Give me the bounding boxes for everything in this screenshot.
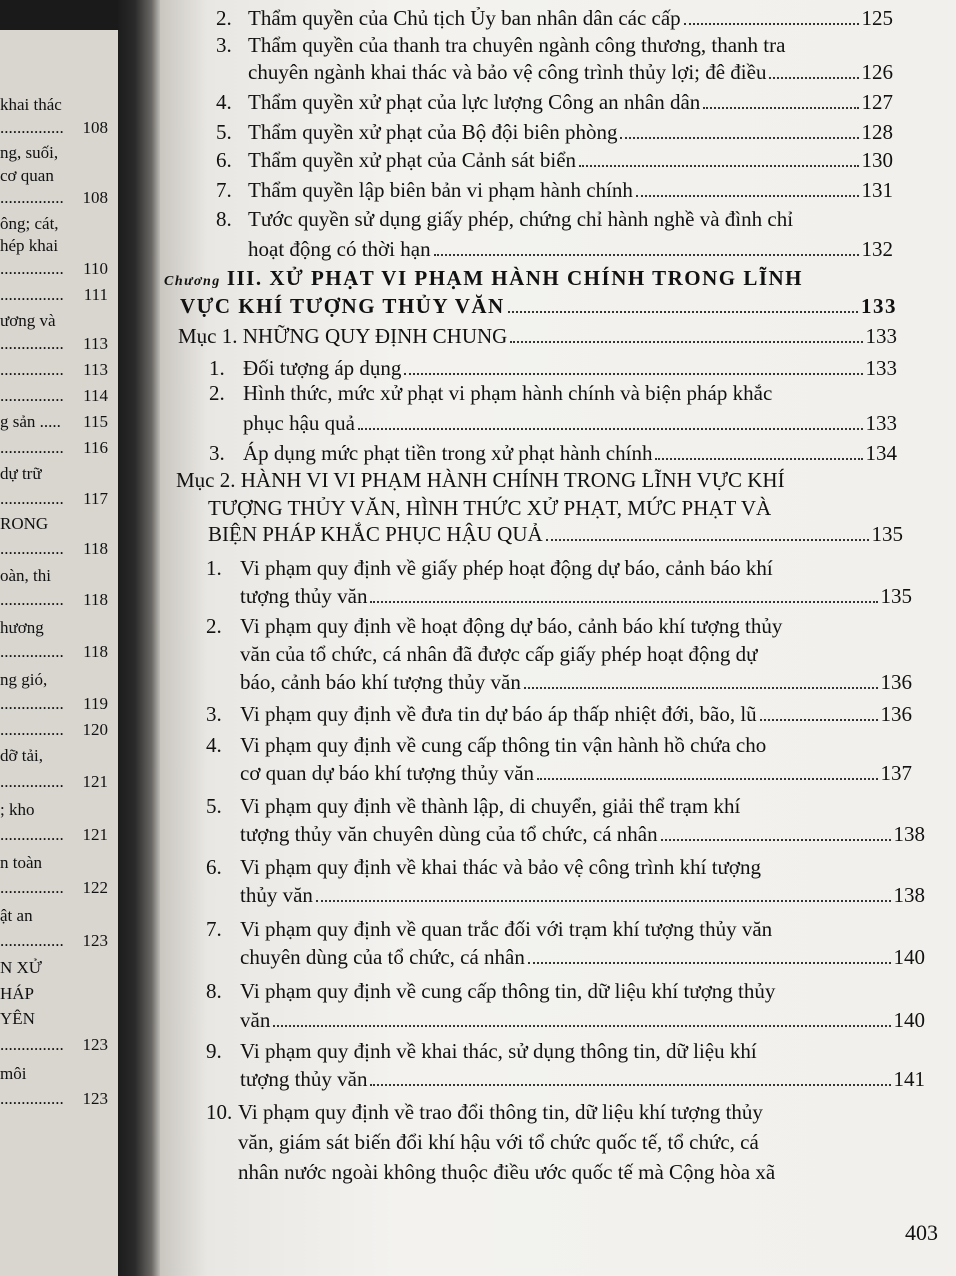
left-page-line	[0, 539, 112, 559]
left-page-line	[0, 143, 112, 163]
left-page-line	[0, 984, 112, 1004]
dot-leader	[769, 77, 858, 79]
left-page-text: ...............	[0, 720, 64, 739]
dot-leader	[703, 107, 858, 109]
toc-line	[216, 90, 893, 115]
left-page-line	[0, 259, 112, 279]
left-page-text: ...............	[0, 642, 64, 661]
left-page-line	[0, 1089, 112, 1109]
dot-leader	[537, 778, 877, 780]
toc-page-number: 131	[861, 178, 893, 202]
left-page-line	[0, 746, 112, 766]
left-page-line	[0, 772, 112, 792]
toc-line	[206, 702, 912, 727]
toc-item-title: phục hậu quả	[243, 411, 355, 435]
toc-item-number: 2.	[209, 381, 225, 405]
chapter-prefix: Chương	[164, 274, 221, 289]
toc-item-title: Vi phạm quy định về thành lập, di chuyển, giải thể trạm khí	[240, 794, 741, 818]
toc-line	[206, 670, 912, 695]
left-page-line	[0, 906, 112, 926]
left-page-text: ...............	[0, 590, 64, 609]
left-page-line	[0, 489, 112, 509]
left-page-number: 123	[82, 931, 108, 950]
dot-leader	[655, 458, 862, 460]
toc-item-title: Vi phạm quy định về giấy phép hoạt động dự báo, cảnh báo khí	[240, 556, 773, 580]
left-page-text: ...............	[0, 1089, 64, 1108]
toc-item-number: 4.	[206, 733, 222, 757]
left-page-line	[0, 670, 112, 690]
toc-item-title: hoạt động có thời hạn	[248, 237, 431, 261]
toc-item-number: 1.	[206, 556, 222, 580]
left-page-number: 123	[82, 1089, 108, 1108]
toc-page-number: 135	[871, 522, 903, 546]
left-page-line	[0, 360, 112, 380]
left-page-line	[0, 1064, 112, 1084]
toc-item-title: Vi phạm quy định về cung cấp thông tin vận hành hồ chứa cho	[240, 733, 767, 757]
left-page-line	[0, 514, 112, 534]
toc-line	[206, 917, 772, 941]
left-page-number: 123	[82, 1035, 108, 1054]
toc-item-title: thủy văn	[240, 883, 313, 907]
dot-leader	[528, 962, 891, 964]
left-page-line	[0, 958, 112, 978]
dot-leader	[370, 601, 877, 603]
toc-item-title: Vi phạm quy định về cung cấp thông tin, dữ liệu khí tượng thủy	[240, 979, 776, 1003]
toc-item-title: Vi phạm quy định về khai thác và bảo vệ công trình khí tượng	[240, 855, 762, 879]
section-title-text: Mục 2. HÀNH VI VI PHẠM HÀNH CHÍNH TRONG LĨNH VỰC KHÍ	[176, 468, 785, 492]
toc-line	[206, 584, 912, 609]
left-page-text: ...............	[0, 386, 64, 405]
chapter-title	[164, 266, 803, 294]
left-page-line	[0, 214, 112, 234]
dot-leader	[273, 1025, 890, 1027]
toc-item-number: 5.	[206, 794, 222, 818]
left-page-line	[0, 825, 112, 845]
toc-line	[216, 207, 793, 231]
left-page-number: 118	[83, 590, 108, 609]
toc-page-number: 133	[865, 411, 897, 435]
toc-item-title: báo, cảnh báo khí tượng thủy văn	[240, 670, 521, 694]
left-page-line	[0, 95, 112, 115]
toc-item-title: Hình thức, mức xử phạt vi phạm hành chính và biện pháp khắc	[243, 381, 773, 405]
left-page-line	[0, 412, 112, 432]
left-page-line	[0, 590, 112, 610]
toc-page-number: 125	[861, 6, 893, 30]
left-page-text: cơ quan	[0, 166, 54, 185]
toc-item-number: 5.	[216, 120, 232, 144]
toc-line	[216, 60, 893, 85]
chapter-title	[180, 294, 897, 319]
left-page-line	[0, 1009, 112, 1029]
toc-item-number: 7.	[216, 178, 232, 202]
dot-leader	[370, 1084, 890, 1086]
toc-item-number: 2.	[206, 614, 222, 638]
toc-page-number: 136	[880, 670, 912, 694]
left-page-text: HÁP	[0, 984, 35, 1003]
toc-page-number: 140	[893, 945, 925, 969]
toc-item-number: 2.	[216, 6, 232, 30]
toc-line	[216, 178, 893, 203]
dot-leader	[684, 23, 859, 25]
toc-item-title: tượng thủy văn	[240, 1067, 368, 1091]
left-page-line	[0, 285, 112, 305]
left-page-text: môi	[0, 1064, 27, 1083]
section-title-text: TƯỢNG THỦY VĂN, HÌNH THỨC XỬ PHẠT, MỨC PHẠT VÀ	[208, 496, 772, 520]
left-page-line	[0, 618, 112, 638]
chapter-title-text: III. XỬ PHẠT VI PHẠM HÀNH CHÍNH TRONG LĨNH	[226, 266, 803, 290]
toc-item-number: 7.	[206, 917, 222, 941]
toc-page-number: 133	[865, 356, 897, 380]
toc-line	[206, 1067, 925, 1092]
section-title	[176, 468, 785, 492]
left-page-text: ...............	[0, 334, 64, 353]
left-page-text: ng gió,	[0, 670, 48, 689]
left-page-text: YÊN	[0, 1009, 35, 1028]
left-page-text: ...............	[0, 878, 64, 897]
toc-line	[206, 855, 761, 879]
left-page-line	[0, 878, 112, 898]
toc-line	[216, 120, 893, 145]
left-page-number: 116	[83, 438, 108, 457]
toc-item-title: Đối tượng áp dụng	[243, 356, 402, 380]
left-page-number: 117	[83, 489, 108, 508]
left-page-text: ...............	[0, 772, 64, 791]
left-page-text: hép khai	[0, 236, 59, 255]
left-page-text: ...............	[0, 438, 64, 457]
dot-leader	[434, 254, 859, 256]
dot-leader	[636, 195, 859, 197]
toc-item-title: Thẩm quyền của Chủ tịch Ủy ban nhân dân các cấp	[248, 6, 681, 30]
toc-line	[206, 1039, 757, 1063]
toc-page-number: 126	[861, 60, 893, 84]
left-page	[0, 30, 118, 1276]
left-page-text: ...............	[0, 825, 64, 844]
left-page-number: 108	[82, 188, 108, 207]
left-page-text: ...............	[0, 188, 64, 207]
toc-item-title: Vi phạm quy định về quan trắc đối với trạm khí tượng thủy văn	[240, 917, 773, 941]
toc-line	[209, 411, 897, 436]
toc-item-title: Thẩm quyền lập biên bản vi phạm hành chính	[248, 178, 633, 202]
toc-page-number: 133	[865, 324, 897, 348]
dot-leader	[316, 900, 891, 902]
toc-page-number: 135	[880, 584, 912, 608]
toc-page-number: 133	[861, 294, 897, 318]
toc-item-title: tượng thủy văn	[240, 584, 368, 608]
left-page-number: 121	[82, 825, 108, 844]
toc-page-number: 127	[861, 90, 893, 114]
left-page-line	[0, 334, 112, 354]
dot-leader	[508, 311, 858, 313]
toc-item-number: 4.	[216, 90, 232, 114]
toc-line	[206, 794, 740, 818]
toc-item-title: Vi phạm quy định về trao đổi thông tin, dữ liệu khí tượng thủy	[238, 1100, 763, 1124]
left-page-line	[0, 118, 112, 138]
dot-leader	[546, 539, 869, 541]
left-page-number: 111	[83, 285, 108, 304]
left-page-line	[0, 386, 112, 406]
toc-item-number: 9.	[206, 1039, 222, 1063]
toc-item-title: Vi phạm quy định về đưa tin dự báo áp thấp nhiệt đới, bão, lũ	[240, 702, 757, 726]
left-page-line	[0, 166, 112, 186]
toc-item-title: văn của tổ chức, cá nhân đã được cấp giấy phép hoạt động dự	[240, 642, 758, 666]
left-page-text: ...............	[0, 931, 64, 950]
left-page-line	[0, 236, 112, 256]
left-page-text: khai thác	[0, 95, 62, 114]
left-page-text: RONG	[0, 514, 49, 533]
left-page-text: ật an	[0, 906, 33, 925]
section-title	[208, 496, 771, 520]
left-page-text: ...............	[0, 360, 64, 379]
left-page-line	[0, 464, 112, 484]
left-page-line	[0, 694, 112, 714]
toc-line	[216, 148, 893, 173]
left-page-line	[0, 1035, 112, 1055]
left-page-line	[0, 188, 112, 208]
toc-line	[206, 1160, 775, 1184]
left-page-number: 113	[83, 334, 108, 353]
toc-line	[216, 6, 893, 31]
toc-line	[206, 822, 925, 847]
left-page-number: 120	[82, 720, 108, 739]
toc-page-number: 140	[893, 1008, 925, 1032]
dot-leader	[524, 687, 878, 689]
left-page-line	[0, 566, 112, 586]
toc-item-number: 3.	[216, 33, 232, 57]
left-page-number: 113	[83, 360, 108, 379]
toc-item-title: Thẩm quyền của thanh tra chuyên ngành công thương, thanh tra	[248, 33, 786, 57]
toc-line	[206, 1100, 763, 1124]
toc-line	[206, 1130, 759, 1154]
left-page-number: 108	[82, 118, 108, 137]
left-page-text: N XỬ	[0, 958, 42, 977]
toc-line	[209, 441, 897, 466]
toc-line	[206, 733, 766, 757]
toc-line	[206, 642, 758, 666]
toc-item-title: Vi phạm quy định về khai thác, sử dụng thông tin, dữ liệu khí	[240, 1039, 757, 1063]
toc-item-title: Thẩm quyền xử phạt của lực lượng Công an nhân dân	[248, 90, 701, 114]
toc-item-number: 10.	[206, 1100, 233, 1124]
toc-page-number: 132	[861, 237, 893, 261]
toc-item-title: Vi phạm quy định về hoạt động dự báo, cảnh báo khí tượng thủy	[240, 614, 783, 638]
toc-item-number: 6.	[206, 855, 222, 879]
toc-item-title: cơ quan dự báo khí tượng thủy văn	[240, 761, 535, 785]
toc-line	[206, 1008, 925, 1033]
toc-item-title: tượng thủy văn chuyên dùng của tổ chức, cá nhân	[240, 822, 658, 846]
left-page-number: 118	[83, 539, 108, 558]
toc-page-number: 138	[893, 822, 925, 846]
left-page-text: ...............	[0, 539, 64, 558]
dot-leader	[760, 719, 878, 721]
section-title-text: Mục 1. NHỮNG QUY ĐỊNH CHUNG	[178, 324, 508, 348]
left-page-text: ...............	[0, 489, 64, 508]
left-page-number: 119	[83, 694, 108, 713]
left-page-line	[0, 642, 112, 662]
toc-page-number: 138	[893, 883, 925, 907]
dot-leader	[404, 373, 862, 375]
toc-line	[206, 945, 925, 970]
toc-line	[206, 979, 775, 1003]
dot-leader	[510, 341, 862, 343]
toc-page-number: 130	[861, 148, 893, 172]
toc-line	[206, 614, 782, 638]
dot-leader	[358, 428, 863, 430]
left-page-text: hương	[0, 618, 44, 637]
dot-leader	[579, 165, 858, 167]
left-page-line	[0, 931, 112, 951]
section-title	[178, 324, 897, 349]
left-page-line	[0, 853, 112, 873]
left-page-text: oàn, thi	[0, 566, 51, 585]
left-page-text: ...............	[0, 1035, 64, 1054]
toc-page-number: 128	[861, 120, 893, 144]
toc-line	[216, 33, 785, 57]
toc-line	[206, 761, 912, 786]
toc-item-number: 6.	[216, 148, 232, 172]
left-page-line	[0, 438, 112, 458]
chapter-title-text: VỰC KHÍ TƯỢNG THỦY VĂN	[180, 294, 505, 318]
toc-item-number: 8.	[216, 207, 232, 231]
left-page-text: dự trữ	[0, 464, 42, 483]
left-page-number: 110	[83, 259, 108, 278]
toc-line	[206, 883, 925, 908]
left-page-text: g sản .....	[0, 412, 61, 431]
page-number: 403	[905, 1220, 938, 1245]
toc-item-title: Thẩm quyền xử phạt của Cảnh sát biển	[248, 148, 577, 172]
toc-item-number: 8.	[206, 979, 222, 1003]
toc-page-number: 134	[865, 441, 897, 465]
left-page-text: dỡ tải,	[0, 746, 43, 765]
left-page-line	[0, 311, 112, 331]
left-page-text: ương và	[0, 311, 56, 330]
left-page-number: 115	[83, 412, 108, 431]
left-page-line	[0, 720, 112, 740]
left-page-text: ông; cát,	[0, 214, 59, 233]
left-page-text: ...............	[0, 118, 64, 137]
toc-item-title: Thẩm quyền xử phạt của Bộ đội biên phòng	[248, 120, 618, 144]
dot-leader	[661, 839, 891, 841]
left-page-line	[0, 800, 112, 820]
book-spine	[118, 0, 160, 1276]
toc-item-number: 3.	[209, 441, 225, 465]
toc-line	[209, 381, 772, 405]
toc-item-title: nhân nước ngoài không thuộc điều ước quốc tế mà Cộng hòa xã	[238, 1160, 776, 1184]
dot-leader	[620, 137, 858, 139]
section-title	[208, 522, 903, 547]
toc-item-title: Áp dụng mức phạt tiền trong xử phạt hành chính	[243, 441, 653, 465]
toc-item-title: chuyên dùng của tổ chức, cá nhân	[240, 945, 525, 969]
left-page-number: 118	[83, 642, 108, 661]
right-page	[160, 0, 956, 1276]
toc-page-number: 137	[880, 761, 912, 785]
toc-page-number: 136	[880, 702, 912, 726]
left-page-number: 114	[83, 386, 108, 405]
toc-line	[216, 237, 893, 262]
left-page-text: ...............	[0, 694, 64, 713]
toc-page-number: 141	[893, 1067, 925, 1091]
toc-item-number: 1.	[209, 356, 225, 380]
toc-item-title: Tước quyền sử dụng giấy phép, chứng chỉ hành nghề và đình chỉ	[248, 207, 794, 231]
toc-line	[209, 356, 897, 381]
section-title-text: BIỆN PHÁP KHẮC PHỤC HẬU QUẢ	[208, 522, 543, 546]
left-page-text: ...............	[0, 259, 64, 278]
left-page-number: 121	[82, 772, 108, 791]
toc-item-title: văn, giám sát biến đổi khí hậu với tổ chức quốc tế, tổ chức, cá	[238, 1130, 759, 1154]
left-page-text: n toàn	[0, 853, 43, 872]
left-page-text: ; kho	[0, 800, 35, 819]
toc-item-title: văn	[240, 1008, 271, 1032]
left-page-number: 122	[82, 878, 108, 897]
toc-item-title: chuyên ngành khai thác và bảo vệ công trình thủy lợi; đê điều	[248, 60, 767, 84]
left-page-text: ...............	[0, 285, 64, 304]
toc-line	[206, 556, 773, 580]
toc-item-number: 3.	[206, 702, 222, 726]
left-page-text: ng, suối,	[0, 143, 59, 162]
